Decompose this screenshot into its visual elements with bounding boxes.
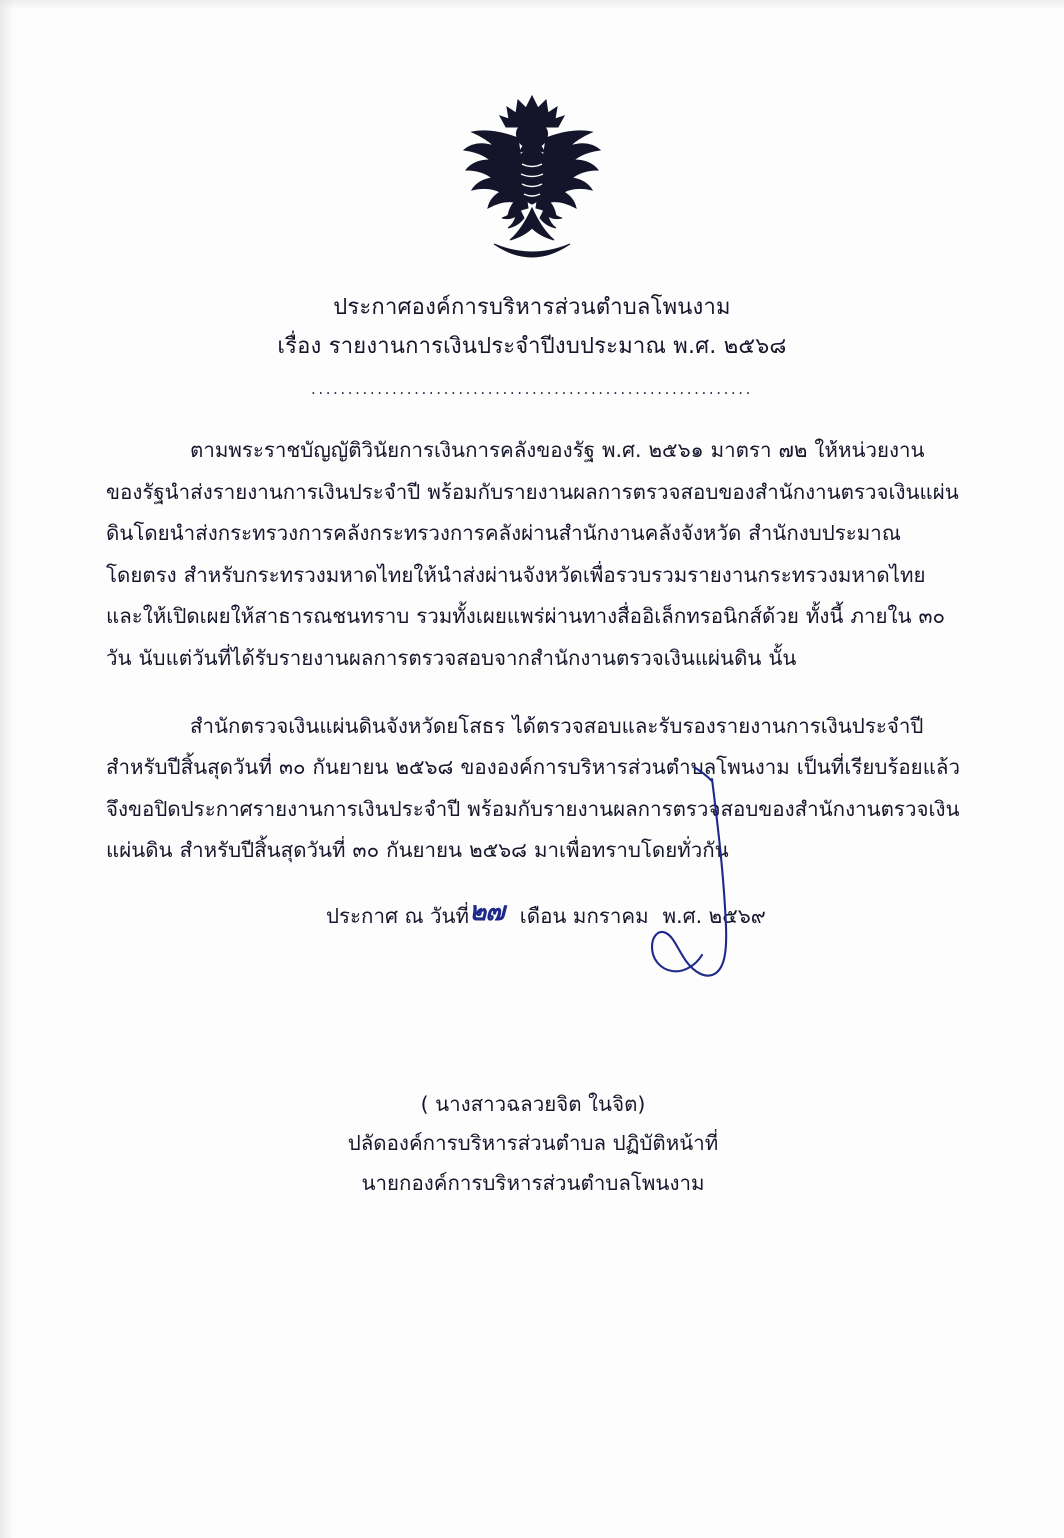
announcement-subject: เรื่อง รายงานการเงินประจำปีงบประมาณ พ.ศ. ๒๕๖๘ [277, 333, 787, 359]
garuda-emblem [0, 88, 1064, 273]
date-prefix: ประกาศ ณ วันที่ [326, 904, 470, 929]
signature-block [106, 997, 960, 1195]
paragraph-2 [106, 706, 960, 872]
divider-dots: ............................................................ [310, 380, 754, 398]
signer-position-1: ปลัดองค์การบริหารส่วนตำบล ปฏิบัติหน้าที่ [347, 1131, 719, 1156]
signature-names [106, 1085, 960, 1203]
paragraph-1-text: ตามพระราชบัญญัติวินัยการเงินการคลังของรัฐ พ.ศ. ๒๕๖๑ มาตรา ๗๒ ให้หน่วยงานของรัฐนำส่งรายงานการเงินประจำปี พร้อมกับรายงานผลการตรวจสอบของสำนักงานตรวจเงินแผ่นดินโดยนำส่งกระทรวงการคลังกระทรวงการคลังผ่านสำนักงานคลังจังหวัด สำนักงบประมาณโดยตรง สำหรับกระทรวงมหาดไทยให้นำส่งผ่านจังหวัดเพื่อรวบรวมรายงานกระทรวงมหาดไทย และให้เปิดเผยให้สาธารณชนทราบ รวมทั้งเผยแพร่ผ่านทางสื่ออิเล็กทรอนิกส์ด้วย ทั้งนี้ ภายใน ๓๐ วัน นับแต่วันที่ได้รับรายงานผลการตรวจสอบจากสำนักงานตรวจเงินแผ่นดิน นั้น [106, 438, 959, 671]
date-month: เดือน มกราคม [519, 904, 649, 929]
paragraph-1 [106, 430, 960, 680]
signer-position-2: นายกองค์การบริหารส่วนตำบลโพนงาม [361, 1170, 705, 1195]
announcement-title: ประกาศองค์การบริหารส่วนตำบลโพนงาม [333, 295, 731, 320]
date-year: พ.ศ. ๒๕๖๙ [662, 904, 766, 929]
handwritten-day: ๒๗ [469, 897, 504, 928]
date-line [106, 894, 960, 935]
signer-name: ( นางสาวฉลวยจิต ในจิต) [420, 1092, 646, 1117]
document-body [104, 430, 960, 1195]
document-headings [0, 289, 1064, 398]
paragraph-2-text: สำนักตรวจเงินแผ่นดินจังหวัดยโสธร ได้ตรวจสอบและรับรองรายงานการเงินประจำปี สำหรับปีสิ้นสุดวันที่ ๓๐ กันยายน ๒๕๖๘ ขององค์การบริหารส่วนตำบลโพนงาม เป็นที่เรียบร้อยแล้ว จึงขอปิดประกาศรายงานการเงินประจำปี พร้อมกับรายงานผลการตรวจสอบของสำนักงานตรวจเงินแผ่นดิน สำหรับปีสิ้นสุดวันที่ ๓๐ กันยายน ๒๕๖๘ มาเพื่อทราบโดยทั่วกัน [106, 713, 960, 863]
